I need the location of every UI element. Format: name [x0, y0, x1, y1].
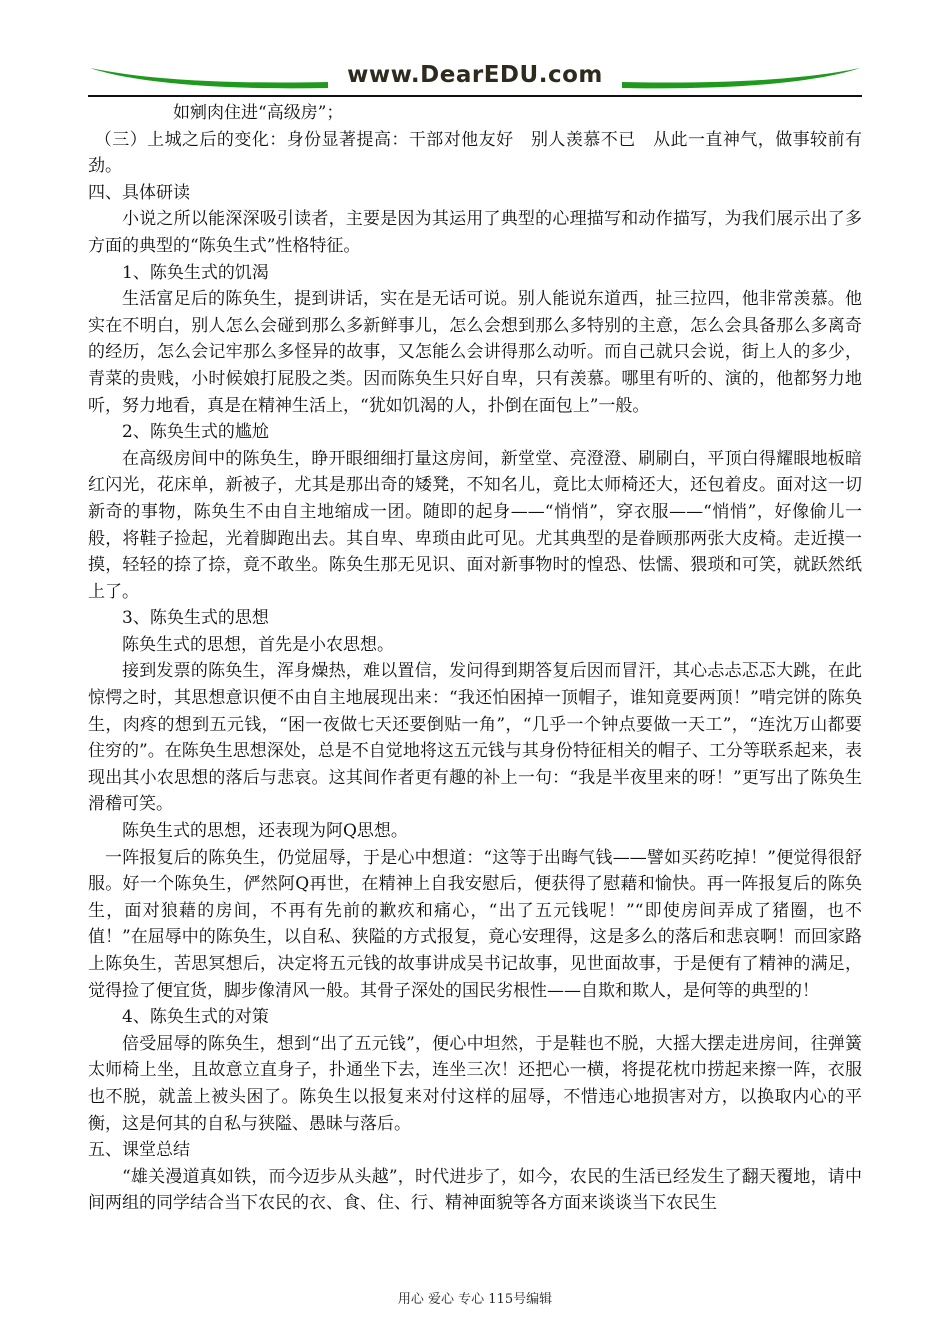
paragraph: 接到发票的陈奂生，浑身燥热，难以置信，发问得到期答复后因而冒汗，其心忐忐忑忑大跳，在此惊愕之时，其思想意识便不由自主地展现出来：“我还怕困掉一顶帽子，谁知竟要两顶！”啃完饼的陈奂生，肉疼的想到五元钱，“困一夜做七天还要倒贴一角”，“几乎一个钟点要做一天工”，“连沈万山都要住穷的”。在陈奂生思想深处，总是不自觉地将这五元钱与其身份特征相关的帽子、工分等联系起来，表现出其小农思想的落后与悲哀。这其间作者更有趣的补上一句：“我是半夜里来的呀！”更写出了陈奂生滑稽可笑。: [88, 661, 862, 815]
paragraph: （三）上城之后的变化：身份显著提高：干部对他友好 别人羡慕不已 从此一直神气，做事较前有劲。: [88, 129, 862, 177]
paragraph: 五、课堂总结: [88, 1140, 190, 1161]
paragraph: 四、具体研读: [88, 182, 190, 203]
page-footer: 用心 爱心 专心 115号编辑: [397, 1292, 553, 1307]
paragraph: 在高级房间中的陈奂生，睁开眼细细打量这房间，新堂堂、亮澄澄、刷刷白，平顶白得耀眼地板暗红闪光，花床单，新被子，尤其是那出奇的矮凳，不知名儿，竟比太师椅还大，还包着皮。面对这一切新奇的事物，陈奂生不由自主地缩成一团。随即的起身——“悄悄”，穿衣服——“悄悄”，好像偷儿一般，将鞋子捡起，光着脚跑出去。其自卑、卑琐由此可见。尤其典型的是眷顾那两张大皮椅。走近摸一摸，轻轻的捺了捺，竟不敢坐。陈奂生那无见识、面对新事物时的惶恐、怯懦、猥琐和可笑，就跃然纸上了。: [88, 448, 862, 602]
paragraph: 小说之所以能深深吸引读者，主要是因为其运用了典型的心理描写和动作描写，为我们展示出了多方面的典型的“陈奂生式”性格特征。: [88, 209, 862, 256]
site-header-banner: [88, 58, 862, 98]
paragraph: 陈奂生式的思想，还表现为阿Q思想。: [122, 821, 408, 842]
paragraph: 倍受屈辱的陈奂生，想到“出了五元钱”，便心中坦然，于是鞋也不脱，大摇大摆走进房间，往弹簧太师椅上坐，且故意立直身子，扑通坐下去，连坐三次！还把心一横，将提花枕巾捞起来擦一阵，衣服也不脱，就盖上被头困了。陈奂生以报复来对付这样的屈辱，不惜违心地损害对方，以换取内心的平衡，这是何其的自私与狭隘、愚昧与落后。: [88, 1033, 862, 1134]
site-logo-text: www.DearEDU.com: [347, 62, 603, 88]
paragraph: 3、陈奂生式的思想: [122, 608, 269, 629]
paragraph: 1、陈奂生式的饥渴: [122, 262, 269, 283]
paragraph: “雄关漫道真如铁，而今迈步从头越”，时代进步了，如今，农民的生活已经发生了翻天覆地，请中间两组的同学结合当下农民的衣、食、住、行、精神面貌等各方面来谈谈当下农民生: [88, 1166, 862, 1214]
paragraph: 陈奂生式的思想，首先是小农思想。: [122, 634, 394, 655]
header-divider: [88, 95, 862, 97]
paragraph: 生活富足后的陈奂生，提到讲话，实在是无话可说。别人能说东道西，扯三拉四，他非常羡慕。他实在不明白，别人怎么会碰到那么多新鲜事儿，怎么会想到那么多特别的主意，怎么会具备那么多离奇的经历，怎么会记牢那么多怪异的故事，又怎能么会讲得那么动听。而自己就只会说，街上人的多少，青菜的贵贱，小时候娘打屁股之类。因而陈奂生只好自卑，只有羡慕。哪里有听的、演的，他都努力地听，努力地看，真是在精神生活上，“犹如饥渴的人，扑倒在面包上”一般。: [88, 289, 862, 416]
paragraph: 如剜肉住进“高级房”；: [173, 103, 344, 123]
paragraph: 一阵报复后的陈奂生，仍觉屈辱，于是心中想道：“这等于出晦气钱——譬如买药吃掉！”便觉得很舒服。好一个陈奂生，俨然阿Q再世，在精神上自我安慰后，便获得了慰藉和愉快。再一阵报复后的陈奂生，面对狼藉的房间，不再有先前的歉疚和痛心，“出了五元钱呢！”“即使房间弄成了猪圈，也不值！”在屈辱中的陈奂生，以自私、狭隘的方式报复，竟心安理得，这是多么的落后和悲哀啊！而回家路上陈奂生，苦思冥想后，决定将五元钱的故事讲成吴书记故事，见世面故事，于是便有了精神的满足，觉得捡了便宜货，脚步像清风一般。其骨子深处的国民劣根性——自欺和欺人，是何等的典型的！: [88, 847, 862, 1001]
document-body: [88, 100, 862, 1217]
paragraph: 2、陈奂生式的尴尬: [122, 422, 269, 443]
paragraph: 4、陈奂生式的对策: [122, 1007, 269, 1028]
